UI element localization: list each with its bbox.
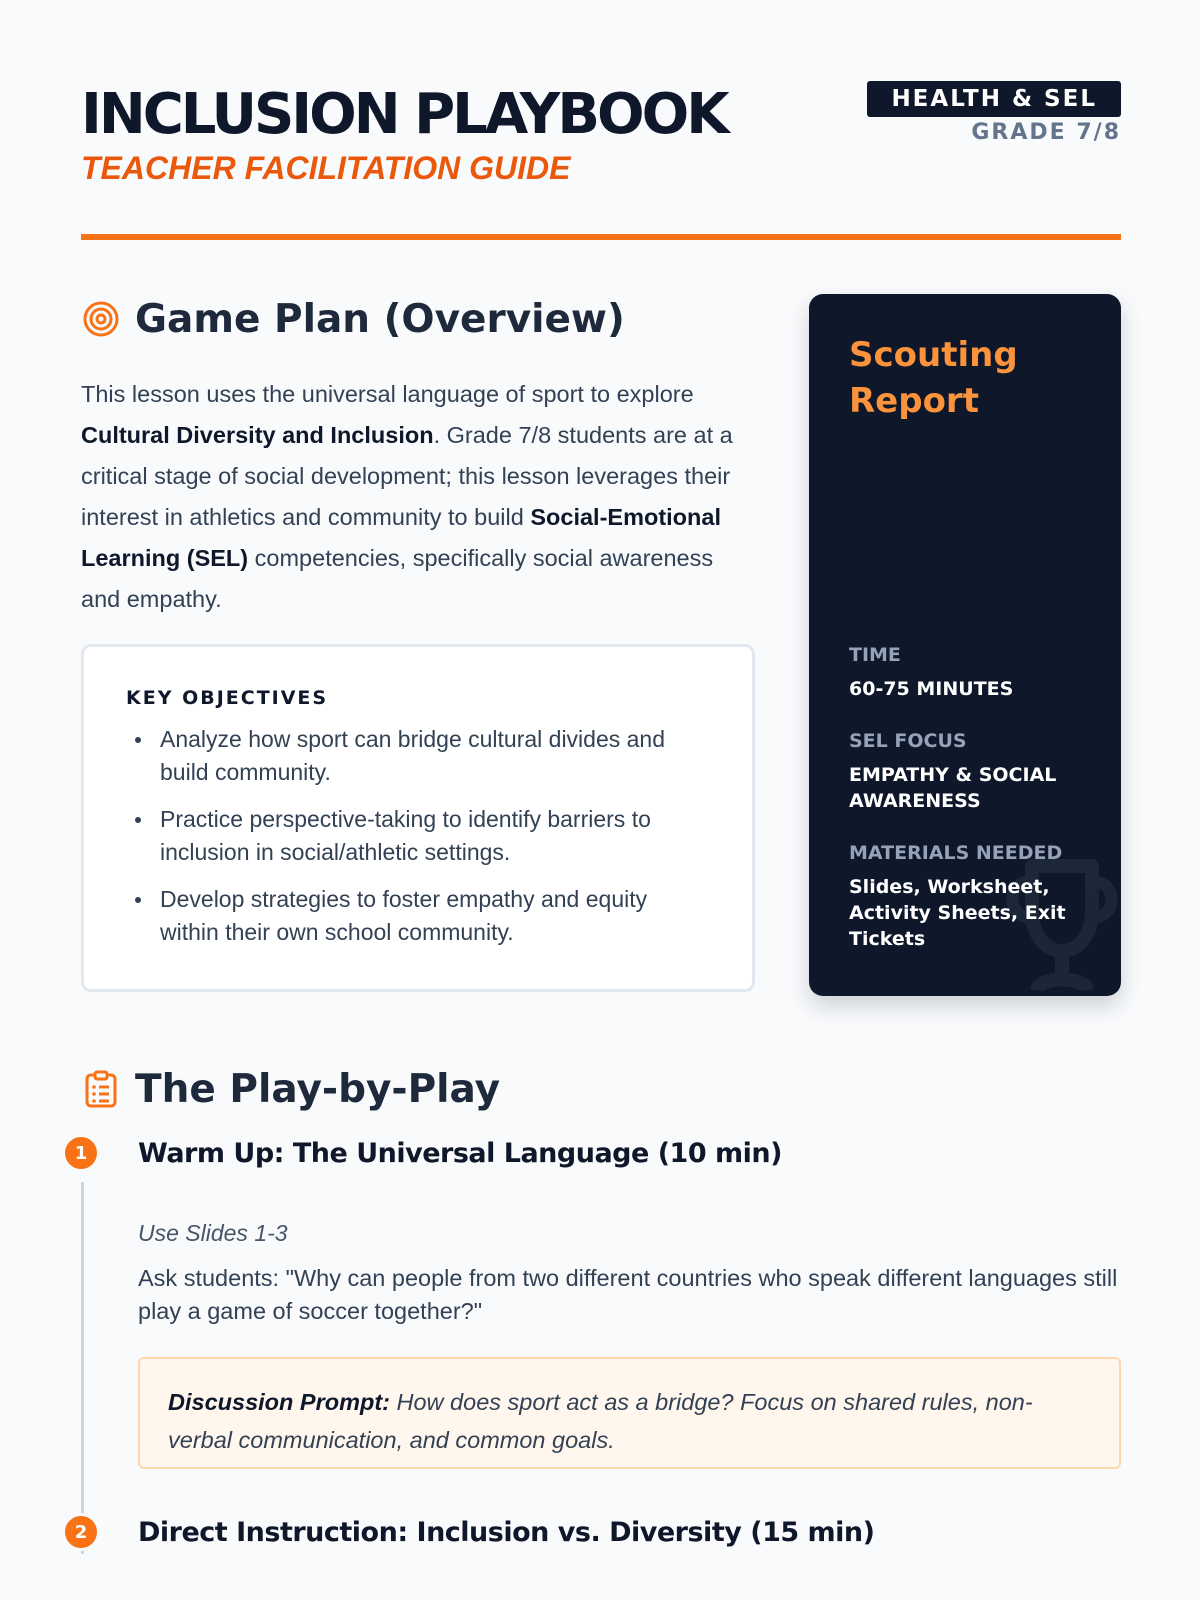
header-divider — [81, 234, 1121, 240]
overview-paragraph — [81, 374, 751, 620]
play-by-play-section — [74, 1064, 1121, 1548]
document-title: INCLUSION PLAYBOOK — [81, 82, 727, 147]
page-header — [81, 0, 1121, 242]
overview-text-run: competencies, specifically social awareness and empathy. — [81, 545, 714, 612]
objectives-title: KEY OBJECTIVES — [126, 687, 329, 709]
sel-focus-label: SEL FOCUS — [849, 730, 967, 752]
objective-item: Develop strategies to foster empathy and equity within their own school community. — [126, 883, 710, 949]
time-stat — [849, 644, 1089, 702]
overview-section — [81, 294, 1121, 996]
grade-label: GRADE 7/8 — [971, 120, 1121, 145]
key-objectives-card — [81, 644, 755, 992]
overview-emphasis: Cultural Diversity and Inclusion — [81, 422, 434, 448]
step-description: Ask students: "Why can people from two different countries who speak different languages still play a game of soccer together?" — [138, 1265, 1118, 1324]
overview-text-run: . Grade 7/8 students are at a critical stage of social development; this lesson leverages their interest in athletics and community to build — [81, 422, 733, 530]
discussion-prompt-text: How does sport act as a bridge? Focus on shared rules, non-verbal communication, and common goals. — [168, 1389, 1033, 1453]
scouting-report-title: Scouting Report — [849, 335, 1018, 421]
step-resource: Use Slides 1-3 — [138, 1220, 288, 1246]
sel-focus-value: EMPATHY & SOCIAL AWARENESS — [849, 764, 1057, 812]
objective-item: Practice perspective-taking to identify barriers to inclusion in social/athletic settings. — [126, 803, 710, 869]
materials-value: Slides, Worksheet, Activity Sheets, Exit Tickets — [849, 876, 1066, 950]
plays-heading — [81, 1064, 1121, 1114]
objective-item: Analyze how sport can bridge cultural divides and build community. — [126, 723, 710, 789]
time-label: TIME — [849, 644, 901, 666]
step-number-badge: 2 — [62, 1513, 100, 1551]
objectives-list — [126, 723, 710, 949]
scouting-report-card — [809, 294, 1121, 996]
materials-stat — [849, 842, 1089, 952]
target-icon — [81, 299, 121, 339]
overview-text-run: This lesson uses the universal language of sport to explore — [81, 381, 694, 407]
step-title: Direct Instruction: Inclusion vs. Diversity (15 min) — [138, 1517, 875, 1548]
step-number-badge: 1 — [62, 1134, 100, 1172]
timeline-line — [81, 1182, 84, 1554]
time-value: 60-75 MINUTES — [849, 678, 1014, 700]
subject-badge: HEALTH & SEL — [867, 81, 1121, 117]
document-subtitle: TEACHER FACILITATION GUIDE — [81, 150, 571, 186]
materials-label: MATERIALS NEEDED — [849, 842, 1063, 864]
sel-focus-stat — [849, 730, 1089, 814]
clipboard-icon — [81, 1069, 121, 1109]
discussion-prompt-box — [138, 1357, 1121, 1469]
lesson-page — [74, 0, 1121, 1548]
step-title: Warm Up: The Universal Language (10 min) — [138, 1138, 782, 1169]
overview-emphasis: Social-Emotional Learning (SEL) — [81, 504, 721, 571]
overview-title: Game Plan (Overview) — [135, 296, 625, 342]
plays-title: The Play-by-Play — [135, 1066, 501, 1112]
discussion-prompt-label: Discussion Prompt: — [168, 1389, 390, 1415]
